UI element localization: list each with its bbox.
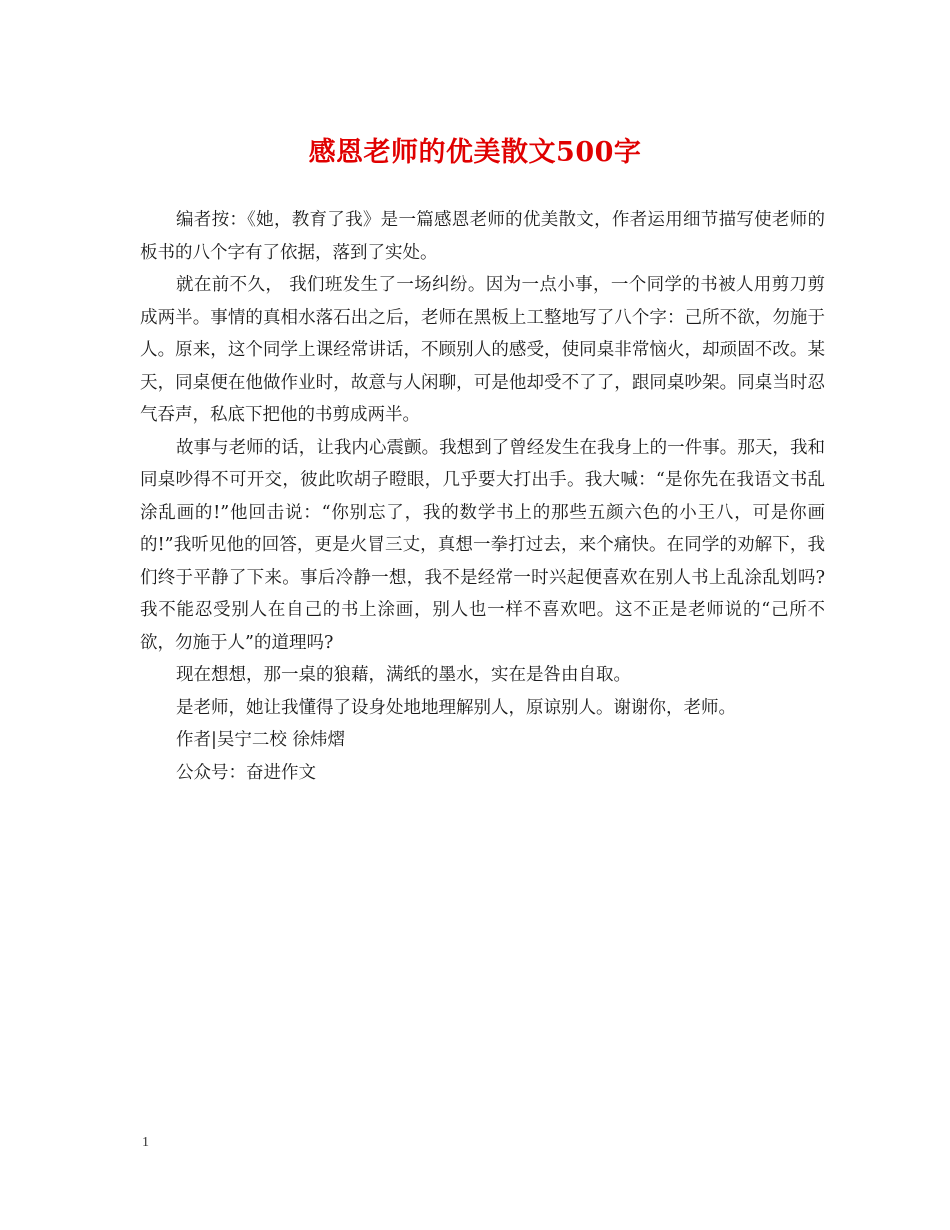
document-body xyxy=(140,204,825,789)
paragraph-author: 作者|吴宁二校 徐炜熠 xyxy=(176,730,345,750)
paragraph-memory: 故事与老师的话，让我内心震颤。我想到了曾经发生在我身上的一件事。那天，我和同桌吵得不可开交，彼此吹胡子瞪眼，几乎要大打出手。我大喊：“是你先在我语文书乱涂乱画的!”他回击说：“你别忘了，我的数学书上的那些五颜六色的小王八，可是你画的!”我听见他的回答，更是火冒三丈，真想一拳打过去，来个痛快。在同学的劝解下，我们终于平静了下来。事后冷静一想，我不是经常一时兴起便喜欢在别人书上乱涂乱划吗?我不能忍受别人在自己的书上涂画，别人也一样不喜欢吧。这不正是老师说的“己所不欲，勿施于人”的道理吗? xyxy=(140,437,825,653)
paragraph-editor-note: 编者按：《她，教育了我》是一篇感恩老师的优美散文，作者运用细节描写使老师的板书的八个字有了依据，落到了实处。 xyxy=(140,210,825,263)
paragraph-thanks: 是老师，她让我懂得了设身处地地理解别人，原谅别人。谢谢你，老师。 xyxy=(176,697,736,718)
paragraph-reflection: 现在想想，那一桌的狼藉，满纸的墨水，实在是咎由自取。 xyxy=(176,665,631,685)
paragraph-account: 公众号：奋进作文 xyxy=(176,762,316,783)
page-number: 1 xyxy=(142,1135,149,1150)
document-title: 感恩老师的优美散文500字 xyxy=(308,137,642,168)
paragraph-story: 就在前不久， 我们班发生了一场纠纷。因为一点小事，一个同学的书被人用剪刀剪成两半。事情的真相水落石出之后，老师在黑板上工整地写了八个字：己所不欲，勿施于人。原来，这个同学上课经常讲话，不顾别人的感受，使同桌非常恼火，却顽固不改。某天，同桌便在他做作业时，故意与人闲聊，可是他却受不了了，跟同桌吵架。同桌当时忍气吞声，私底下把他的书剪成两半。 xyxy=(140,275,825,425)
